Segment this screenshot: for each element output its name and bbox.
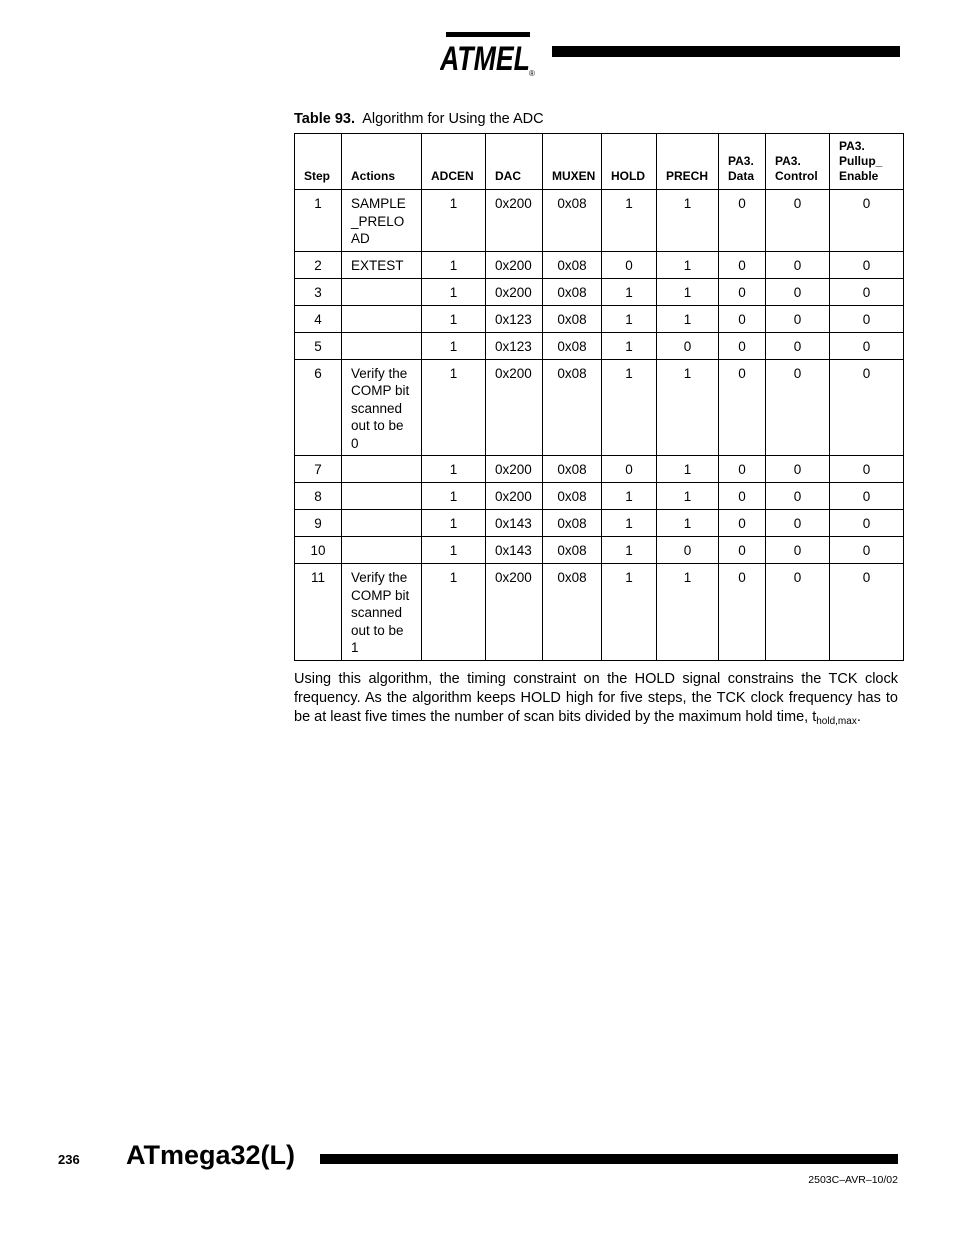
- action-line: Verify the: [351, 365, 408, 381]
- column-header: [543, 134, 602, 190]
- muxen-cell: 0x08: [543, 332, 602, 359]
- column-header-line: HOLD: [611, 169, 645, 183]
- footer-rule: [320, 1154, 898, 1164]
- column-header-line: DAC: [495, 169, 521, 183]
- dac-cell: 0x200: [486, 456, 543, 483]
- action-cell: [342, 278, 422, 305]
- pa3-data-cell: 0: [719, 537, 766, 564]
- pa3-data-cell: 0: [719, 332, 766, 359]
- adcen-cell: 1: [422, 510, 486, 537]
- adcen-cell: 1: [422, 456, 486, 483]
- table-row: [295, 278, 904, 305]
- pa3-pullup-cell: 0: [830, 332, 904, 359]
- table-row: [295, 359, 904, 456]
- action-line: EXTEST: [351, 257, 404, 273]
- column-header-line: Enable: [839, 169, 879, 183]
- action-line: COMP bit: [351, 587, 410, 603]
- table-row: [295, 456, 904, 483]
- dac-cell: 0x123: [486, 332, 543, 359]
- table-row: [295, 483, 904, 510]
- hold-cell: 1: [602, 278, 657, 305]
- prech-cell: 1: [657, 564, 719, 661]
- action-cell: [342, 564, 422, 661]
- muxen-cell: 0x08: [543, 456, 602, 483]
- action-line: 1: [351, 640, 359, 655]
- pa3-control-cell: 0: [766, 456, 830, 483]
- table-header-row: [295, 134, 904, 190]
- atmel-logo-graphic: [440, 30, 540, 78]
- action-cell: [342, 190, 422, 252]
- paragraph-end: .: [856, 709, 861, 725]
- pa3-data-cell: 0: [719, 510, 766, 537]
- adcen-cell: 1: [422, 190, 486, 252]
- action-cell: [342, 510, 422, 537]
- hold-cell: 1: [602, 564, 657, 661]
- hold-cell: 1: [602, 537, 657, 564]
- table-row: [295, 510, 904, 537]
- step-cell: 4: [295, 305, 342, 332]
- prech-cell: 0: [657, 332, 719, 359]
- pa3-control-cell: 0: [766, 510, 830, 537]
- pa3-data-cell: 0: [719, 359, 766, 456]
- action-line: scanned: [351, 400, 403, 416]
- document-code: 2503C–AVR–10/02: [808, 1174, 898, 1186]
- column-header-line: PA3.: [775, 154, 801, 168]
- column-header-line: PRECH: [666, 169, 709, 183]
- registered-mark: ®: [529, 69, 535, 78]
- adcen-cell: 1: [422, 359, 486, 456]
- pa3-data-cell: 0: [719, 305, 766, 332]
- adc-algorithm-table: [294, 133, 904, 661]
- action-line: 0: [351, 435, 359, 451]
- pa3-pullup-cell: 0: [830, 483, 904, 510]
- pa3-pullup-cell: 0: [830, 456, 904, 483]
- action-line: scanned: [351, 605, 403, 620]
- column-header: [719, 134, 766, 190]
- adcen-cell: 1: [422, 251, 486, 278]
- column-header: [657, 134, 719, 190]
- pa3-data-cell: 0: [719, 483, 766, 510]
- hold-cell: 1: [602, 483, 657, 510]
- pa3-control-cell: 0: [766, 332, 830, 359]
- prech-cell: 1: [657, 359, 719, 456]
- step-cell: 11: [295, 564, 342, 661]
- pa3-data-cell: 0: [719, 564, 766, 661]
- action-cell: [342, 332, 422, 359]
- pa3-control-cell: 0: [766, 278, 830, 305]
- prech-cell: 1: [657, 456, 719, 483]
- pa3-pullup-cell: 0: [830, 305, 904, 332]
- hold-time-symbol: t: [812, 709, 817, 725]
- pa3-pullup-cell: 0: [830, 564, 904, 661]
- pa3-pullup-cell: 0: [830, 278, 904, 305]
- pa3-control-cell: 0: [766, 564, 830, 661]
- muxen-cell: 0x08: [543, 483, 602, 510]
- dac-cell: 0x200: [486, 564, 543, 661]
- table-row: [295, 537, 904, 564]
- table-row: [295, 332, 904, 359]
- pa3-pullup-cell: 0: [830, 537, 904, 564]
- prech-cell: 1: [657, 278, 719, 305]
- column-header: [766, 134, 830, 190]
- step-cell: 7: [295, 456, 342, 483]
- step-cell: 8: [295, 483, 342, 510]
- action-line: out to be: [351, 622, 404, 638]
- table-title: Algorithm for Using the ADC: [362, 111, 544, 127]
- action-cell: [342, 456, 422, 483]
- muxen-cell: 0x08: [543, 251, 602, 278]
- action-line: SAMPLE: [351, 196, 406, 211]
- adcen-cell: 1: [422, 564, 486, 661]
- column-header: [342, 134, 422, 190]
- column-header-line: Step: [304, 169, 331, 183]
- column-header-line: Control: [775, 169, 818, 183]
- hold-cell: 1: [602, 305, 657, 332]
- header-rule: [552, 46, 900, 57]
- prech-cell: 1: [657, 305, 719, 332]
- hold-cell: 0: [602, 456, 657, 483]
- adcen-cell: 1: [422, 332, 486, 359]
- pa3-control-cell: 0: [766, 251, 830, 278]
- step-cell: 1: [295, 190, 342, 252]
- pa3-pullup-cell: 0: [830, 359, 904, 456]
- action-cell: [342, 483, 422, 510]
- muxen-cell: 0x08: [543, 305, 602, 332]
- logo-text: ATMEL: [440, 40, 530, 78]
- pa3-data-cell: 0: [719, 251, 766, 278]
- prech-cell: 1: [657, 251, 719, 278]
- column-header: [422, 134, 486, 190]
- table-row: [295, 251, 904, 278]
- column-header: [486, 134, 543, 190]
- column-header: [602, 134, 657, 190]
- column-header-line: PA3.: [839, 139, 865, 153]
- step-cell: 10: [295, 537, 342, 564]
- pa3-pullup-cell: 0: [830, 190, 904, 252]
- dac-cell: 0x123: [486, 305, 543, 332]
- body-paragraph: [294, 670, 898, 731]
- document-title: ATmega32(L): [126, 1140, 296, 1170]
- hold-cell: 0: [602, 251, 657, 278]
- column-header: [830, 134, 904, 190]
- hold-cell: 1: [602, 332, 657, 359]
- step-cell: 6: [295, 359, 342, 456]
- adcen-cell: 1: [422, 537, 486, 564]
- hold-time-subscript: hold,max: [816, 716, 857, 727]
- paragraph-text: Using this algorithm, the timing constraint on the HOLD signal constrains the TCK clock frequency. As the algorithm keeps HOLD high for five steps, the TCK clock frequency has to be at least five times the number of scan bits divided by the maximum hold time,: [294, 671, 898, 725]
- muxen-cell: 0x08: [543, 359, 602, 456]
- action-cell: [342, 305, 422, 332]
- column-header-line: PA3.: [728, 154, 754, 168]
- column-header: [295, 134, 342, 190]
- dac-cell: 0x200: [486, 251, 543, 278]
- table-row: [295, 564, 904, 661]
- column-header-line: MUXEN: [552, 169, 596, 183]
- step-cell: 9: [295, 510, 342, 537]
- action-line: Verify the: [351, 570, 408, 585]
- muxen-cell: 0x08: [543, 564, 602, 661]
- pa3-control-cell: 0: [766, 305, 830, 332]
- step-cell: 5: [295, 332, 342, 359]
- pa3-pullup-cell: 0: [830, 510, 904, 537]
- table-row: [295, 190, 904, 252]
- pa3-control-cell: 0: [766, 359, 830, 456]
- muxen-cell: 0x08: [543, 190, 602, 252]
- dac-cell: 0x200: [486, 483, 543, 510]
- muxen-cell: 0x08: [543, 510, 602, 537]
- adcen-cell: 1: [422, 278, 486, 305]
- action-cell: [342, 537, 422, 564]
- pa3-pullup-cell: 0: [830, 251, 904, 278]
- atmel-logo: [440, 30, 540, 78]
- dac-cell: 0x200: [486, 190, 543, 252]
- action-cell: [342, 359, 422, 456]
- column-header-line: Pullup_: [839, 154, 883, 168]
- hold-cell: 1: [602, 510, 657, 537]
- dac-cell: 0x200: [486, 278, 543, 305]
- action-line: COMP bit: [351, 383, 410, 398]
- column-header-line: Actions: [351, 169, 396, 183]
- adcen-cell: 1: [422, 305, 486, 332]
- action-line: out to be: [351, 418, 404, 433]
- hold-cell: 1: [602, 190, 657, 252]
- adcen-cell: 1: [422, 483, 486, 510]
- action-cell: [342, 251, 422, 278]
- step-cell: 3: [295, 278, 342, 305]
- step-cell: 2: [295, 251, 342, 278]
- dac-cell: 0x200: [486, 359, 543, 456]
- table-caption: [294, 111, 544, 127]
- dac-cell: 0x143: [486, 537, 543, 564]
- table-row: [295, 305, 904, 332]
- pa3-data-cell: 0: [719, 190, 766, 252]
- pa3-control-cell: 0: [766, 190, 830, 252]
- prech-cell: 1: [657, 510, 719, 537]
- pa3-control-cell: 0: [766, 537, 830, 564]
- muxen-cell: 0x08: [543, 537, 602, 564]
- hold-cell: 1: [602, 359, 657, 456]
- pa3-data-cell: 0: [719, 278, 766, 305]
- column-header-line: Data: [728, 169, 755, 183]
- action-line: AD: [351, 231, 370, 246]
- pa3-control-cell: 0: [766, 483, 830, 510]
- table-number: Table 93.: [294, 111, 355, 127]
- muxen-cell: 0x08: [543, 278, 602, 305]
- page-number: 236: [58, 1152, 80, 1167]
- column-header-line: ADCEN: [431, 169, 474, 183]
- pa3-data-cell: 0: [719, 456, 766, 483]
- prech-cell: 1: [657, 483, 719, 510]
- dac-cell: 0x143: [486, 510, 543, 537]
- prech-cell: 0: [657, 537, 719, 564]
- action-line: _PRELO: [351, 213, 405, 229]
- prech-cell: 1: [657, 190, 719, 252]
